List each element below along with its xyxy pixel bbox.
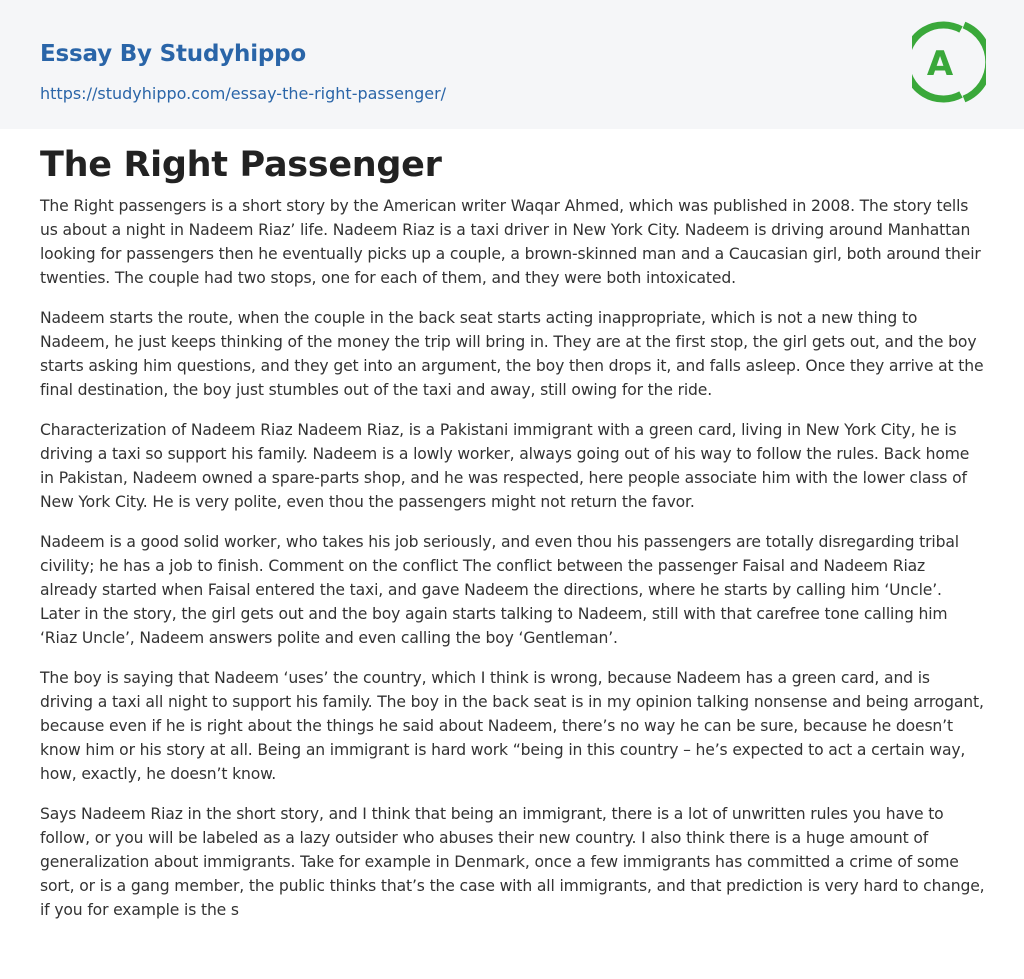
logo-a-icon xyxy=(912,19,986,105)
article-body xyxy=(40,194,986,938)
article-paragraph: Nadeem starts the route, when the couple in the back seat starts acting inappropriate, which is not a new thing to Nadeem, he just keeps thinking of the money the trip will bring in. They are at the first stop, the girl gets out, and the boy starts asking him questions, and they get into an argument, the boy then drops it, and falls asleep. Once they arrive at the final destination, the boy just stumbles out of the taxi and away, still owing for the ride. xyxy=(40,309,984,399)
site-brand[interactable]: Essay By Studyhippo xyxy=(40,41,307,67)
article-paragraph: Characterization of Nadeem Riaz Nadeem Riaz, is a Pakistani immigrant with a green card, living in New York City, he is driving a taxi so support his family. Nadeem is a lowly worker, always going out of his way to follow the rules. Back home in Pakistan, Nadeem owned a spare-parts shop, and he was respected, here people associate him with the lower class of New York City. He is very polite, even thou the passengers might not return the favor. xyxy=(40,421,970,511)
site-header xyxy=(0,0,1024,129)
article-paragraph: The Right passengers is a short story by the American writer Waqar Ahmed, which was published in 2008. The story tells us about a night in Nadeem Riaz’ life. Nadeem Riaz is a taxi driver in New York City. Nadeem is driving around Manhattan looking for passengers then he eventually picks up a couple, a brown-skinned man and a Caucasian girl, both around their twenties. The couple had two stops, one for each of them, and they were both intoxicated. xyxy=(40,197,981,287)
article-paragraph: Says Nadeem Riaz in the short story, and I think that being an immigrant, there is a lot of unwritten rules you have to follow, or you will be labeled as a lazy outsider who abuses their new country. I also think there is a huge amount of generalization about immigrants. Take for example in Denmark, once a few immigrants has committed a crime of some sort, or is a gang member, the public thinks that’s the case with all immigrants, and that prediction is very hard to change, if you for example is the s xyxy=(40,805,985,919)
essay-url-link[interactable]: https://studyhippo.com/essay-the-right-passenger/ xyxy=(40,84,447,103)
page-title: The Right Passenger xyxy=(40,145,442,185)
article-paragraph: The boy is saying that Nadeem ‘uses’ the country, which I think is wrong, because Nadeem has a green card, and is driving a taxi all night to support his family. The boy in the back seat is in my opinion talking nonsense and being arrogant, because even if he is right about the things he said about Nadeem, there’s no way he can be sure, because he doesn’t know him or his story at all. Being an immigrant is hard work “being in this country – he’s expected to act a certain way, how, exactly, he doesn’t know. xyxy=(40,669,984,783)
logo-letter: A xyxy=(926,44,954,84)
article-paragraph: Nadeem is a good solid worker, who takes his job seriously, and even thou his passengers are totally disregarding tribal civility; he has a job to finish. Comment on the conflict The conflict between the passenger Faisal and Nadeem Riaz already started when Faisal entered the taxi, and gave Nadeem the directions, where he starts by calling him ‘Uncle’. Later in the story, the girl gets out and the boy again starts talking to Nadeem, still with that carefree tone calling him ‘Riaz Uncle’, Nadeem answers polite and even calling the boy ‘Gentleman’. xyxy=(40,533,959,647)
studyhippo-logo[interactable] xyxy=(912,19,986,105)
